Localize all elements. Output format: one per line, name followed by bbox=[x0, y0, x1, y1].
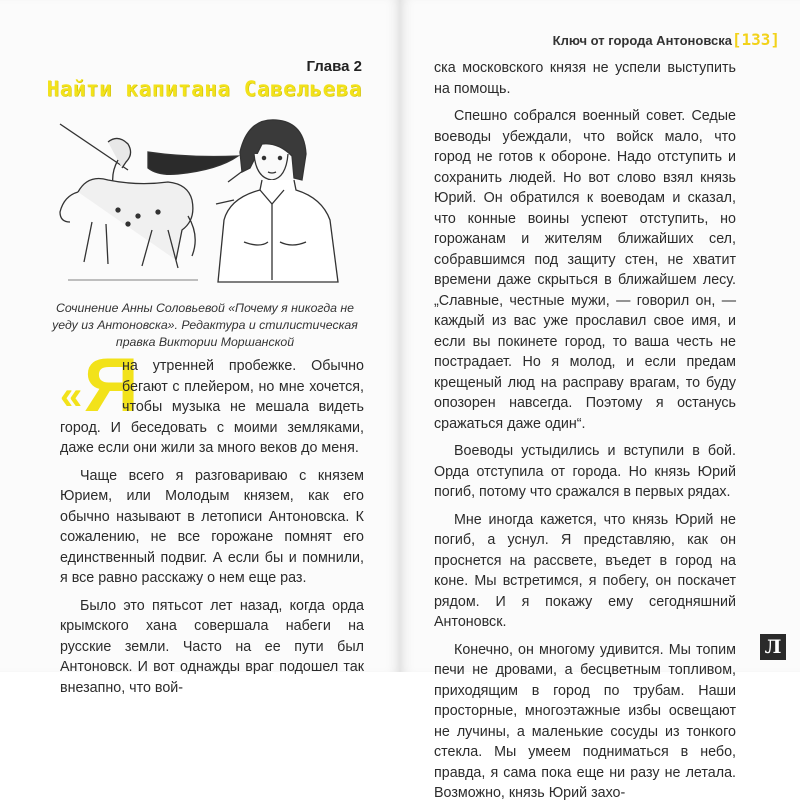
right-page bbox=[400, 0, 800, 801]
chapter-label: Глава 2 bbox=[306, 58, 362, 75]
chapter-illustration bbox=[48, 112, 378, 292]
drop-cap-letter: Я bbox=[84, 343, 139, 428]
paragraph: Мне иногда кажется, что князь Юрий не погиб, а уснул. Я представляю, как он проснется на рассвете, въедет в город на коне. Мы встретимся, я побегу, он поскачет рядом. И я покажу ему сегодняшний Антоновск. bbox=[434, 511, 736, 630]
girl-portrait-illustration bbox=[218, 120, 338, 282]
left-body-text bbox=[60, 356, 364, 705]
paragraph: Чаще всего я разговариваю с князем Юрием, или Молодым князем, как его обычно называют в летописи Антоновска. К сожалению, не все горожане помнят его единственный подвиг. А если бы и помнили, я все равно расскажу о нем еще раз. bbox=[60, 467, 364, 586]
drop-cap-quote: « bbox=[60, 374, 83, 418]
paragraph: Было это пятьсот лет назад, когда орда крымского хана совершала набеги на русские земли. Часто на ее пути был Антоновск. И вот однажды враг подошел так внезапно, что вой- bbox=[60, 597, 364, 696]
paragraph: Воеводы устыдились и вступили в бой. Орда отступила от города. Но князь Юрий погиб, потому что сражался в первых рядах. bbox=[434, 443, 736, 500]
paragraph-text: на утренней пробежке. Обычно бегают с плейером, но мне хочется, чтобы музыка не мешала видеть город. И беседовать с моими земляками, даже если они жили за много веков до меня. bbox=[60, 358, 364, 456]
publisher-logo: Л bbox=[760, 634, 786, 660]
illustration-caption: Сочинение Анны Соловьевой «Почему я никогда не уеду из Антоновска». Редактура и стилистическая правка Виктории Моршанской bbox=[52, 301, 358, 349]
paragraph: ска московского князя не успели выступить на помощь. bbox=[434, 60, 736, 97]
chapter-title: Найти капитана Савельева bbox=[46, 77, 362, 101]
paragraph: Конечно, он многому удивится. Мы топим печи не дровами, а бесцветным топливом, приходящим в город по трубам. Наши просторные, многоэтажные избы освещают не лучины, а маленькие сосуды из тонкого стекла. Мы умеем подниматься в небо, правда, я сама пока еще ни разу не летала. Возможно, князь Юрий захо- bbox=[434, 641, 736, 801]
paragraph bbox=[60, 356, 364, 459]
paragraph: Спешно собрался военный совет. Седые воеводы убеждали, что войск мало, что город не готов к обороне. Надо отступить и сохранить людей. Но вот слово взял князь Юрий. Он обратился к воеводам и сказал, что конные воины успеют отступить, но горожанам и жителям ближайших сел, собравшимся под защиту стен, не хватит времени даже скрыться в ближайшем лесу. „Славные, честные мужи, — говорил он, — каждый из вас уже прославил свое имя, и если вы покинете город, то ваша честь не пострадает. Но я молод, и если предам крещеный люд на расправу врагам, то буду опозорен навсегда. Поэтому я останусь сражаться даже один“. bbox=[434, 108, 736, 432]
running-head: Ключ от города Антоновска bbox=[552, 33, 732, 48]
knight-on-horse-illustration bbox=[60, 124, 244, 280]
left-page bbox=[0, 0, 400, 696]
right-body-text bbox=[434, 58, 736, 811]
page-number: [133] bbox=[731, 30, 780, 49]
